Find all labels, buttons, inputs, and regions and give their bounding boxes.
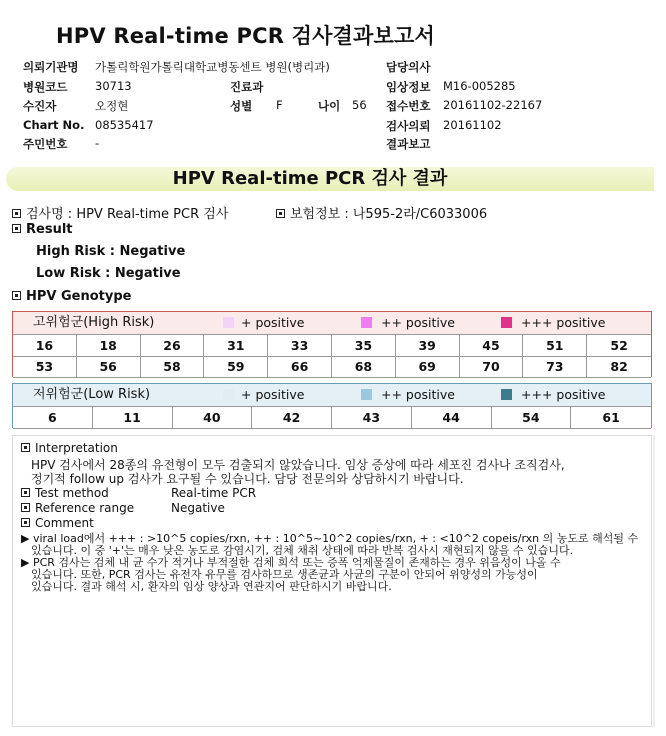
low-risk-table (12, 383, 652, 428)
test-date-label: 검사의뢰 (386, 119, 431, 133)
bullet-square-icon (12, 224, 21, 233)
genotype-cell: 26 (141, 335, 205, 357)
genotype-cell: 31 (204, 335, 268, 357)
genotype-cell: 59 (204, 356, 268, 378)
resident-label: 주민번호 (23, 137, 68, 151)
comment-row (21, 516, 94, 530)
high-risk-table (12, 311, 652, 377)
bullet-square-icon (21, 503, 30, 512)
hospital-code-label: 병원코드 (23, 80, 68, 94)
genotype-cell: 82 (587, 356, 651, 378)
genotype-cell: 40 (173, 407, 253, 429)
genotype-cell: 70 (460, 356, 524, 378)
interpretation-panel (12, 435, 652, 727)
report-title: HPV Real-time PCR 검사결과보고서 (56, 24, 435, 48)
high-risk-table-header (13, 312, 651, 334)
bullet-square-icon (12, 291, 21, 300)
comment-text: ▶ PCR 검사는 검체 내 균 수가 적거나 부적절한 검체 희석 또는 증폭 억제물질이 존재하는 경우 위음성이 나올 수 (21, 556, 561, 569)
bullet-square-icon (21, 518, 30, 527)
comment-text: 있습니다. 또한, PCR 검사는 유전자 유무를 검사하므로 생존균과 사균의 구분이 안되어 위양성의 가능성이 (31, 568, 538, 581)
receipt-value: 20161102-22167 (443, 98, 543, 112)
reference-label: Reference range (35, 501, 135, 515)
legend-swatch-plusplus (361, 389, 372, 400)
collector-value: 오정현 (95, 99, 129, 113)
legend-label: + positive (241, 315, 305, 330)
method-row (21, 486, 257, 500)
legend-label: +++ positive (521, 315, 606, 330)
genotype-cell: 45 (460, 335, 524, 357)
report-row (386, 136, 430, 152)
legend-swatch-plus (223, 317, 234, 328)
interpretation-heading-row (21, 441, 118, 455)
low-risk-table-header (13, 384, 651, 406)
insurance-row (276, 203, 487, 222)
low-risk-grid (13, 406, 651, 429)
genotype-cell: 33 (268, 335, 332, 357)
chart-value: 08535417 (95, 118, 154, 132)
receipt-label: 접수번호 (386, 99, 431, 113)
collector-label: 수진자 (23, 99, 57, 113)
comment-text: 있습니다. 이 중 '+'는 매우 낮은 농도로 감염시기, 검체 채취 상태에 따라 반복 검사시 재현되지 않을 수 있습니다. (31, 544, 574, 557)
genotype-cell: 39 (396, 335, 460, 357)
report-label: 결과보고 (386, 137, 431, 151)
institution-label: 의뢰기관명 (23, 60, 79, 74)
method-value: Real-time PCR (171, 486, 257, 500)
test-date-row (386, 118, 502, 134)
genotype-cell: 11 (93, 407, 173, 429)
genotype-heading-row (12, 289, 131, 304)
receipt-row (386, 98, 543, 114)
genotype-cell: 44 (412, 407, 492, 429)
bullet-square-icon (276, 209, 285, 218)
method-label: Test method (35, 486, 109, 500)
chart-row (23, 118, 154, 132)
clinical-row (386, 79, 516, 95)
genotype-cell: 53 (13, 356, 77, 378)
collector-row (23, 98, 129, 114)
high-risk-grid (13, 334, 651, 378)
age-value: 56 (352, 98, 367, 112)
doctor-label: 담당의사 (386, 60, 431, 74)
result-heading: Result (26, 222, 73, 237)
comment-text: 있습니다. 결과 해석 시, 환자의 임상 양상과 연관지어 판단하시기 바랍니다. (31, 580, 392, 593)
legend-label: ++ positive (381, 315, 455, 330)
genotype-cell: 6 (13, 407, 93, 429)
genotype-cell: 16 (13, 335, 77, 357)
low-risk-result: Low Risk : Negative (36, 266, 181, 281)
reference-value: Negative (171, 501, 225, 515)
legend-label: +++ positive (521, 387, 606, 402)
genotype-cell: 58 (141, 356, 205, 378)
genotype-cell: 54 (492, 407, 572, 429)
low-risk-title: 저위험군(Low Risk) (33, 387, 151, 402)
genotype-cell: 42 (252, 407, 332, 429)
sex-label: 성별 (230, 99, 253, 113)
genotype-cell: 56 (77, 356, 141, 378)
genotype-cell: 51 (523, 335, 587, 357)
doctor-row (386, 59, 430, 75)
result-heading-row (12, 222, 73, 237)
legend-label: ++ positive (381, 387, 455, 402)
legend-swatch-plusplusplus (501, 317, 512, 328)
hospital-code-row (23, 79, 132, 95)
sex-value: F (276, 98, 283, 112)
panel-edge (653, 435, 655, 727)
legend-swatch-plusplus (361, 317, 372, 328)
department-label: 진료과 (230, 80, 264, 94)
chart-label: Chart No. (23, 118, 85, 132)
legend-swatch-plusplusplus (501, 389, 512, 400)
exam-name: 검사명 : HPV Real-time PCR 검사 (26, 207, 229, 222)
resident-value: - (95, 136, 100, 150)
clinical-value: M16-005285 (443, 79, 516, 93)
hospital-code-value: 30713 (95, 79, 132, 93)
sex-row (230, 98, 367, 114)
interpretation-line: 정기적 follow up 검사가 요구될 수 있습니다. 담당 전문의와 상담하시기 바랍니다. (31, 472, 464, 486)
genotype-cell: 68 (332, 356, 396, 378)
insurance-info: 보험정보 : 나595-2라/C6033006 (290, 207, 488, 222)
genotype-cell: 35 (332, 335, 396, 357)
reference-row (21, 501, 225, 515)
interpretation-heading: Interpretation (35, 441, 118, 455)
high-risk-title: 고위험군(High Risk) (33, 315, 155, 330)
institution-value: 가톨릭학원가톨릭대학교병동센트 병원(병리과) (95, 60, 330, 74)
genotype-cell: 73 (523, 356, 587, 378)
interpretation-line: HPV 검사에서 28종의 유전형이 모두 검출되지 않았습니다. 임상 증상에 따라 세포진 검사나 조직검사, (31, 458, 565, 472)
resident-row (23, 136, 100, 152)
genotype-cell: 18 (77, 335, 141, 357)
age-label: 나이 (318, 99, 341, 113)
bullet-square-icon (12, 209, 21, 218)
band-title: HPV Real-time PCR 검사 결과 (172, 168, 448, 189)
comment-text: ▶ viral load에서 +++ : >10^5 copies/rxn, ++ : 10^5~10^2 copies/rxn, + : <10^2 copeis/rxn 의 농도로 해석될 수 (21, 532, 639, 545)
genotype-heading: HPV Genotype (26, 289, 132, 304)
bullet-square-icon (21, 488, 30, 497)
genotype-cell: 52 (587, 335, 651, 357)
clinical-label: 임상정보 (386, 80, 431, 94)
exam-name-row (12, 203, 228, 222)
bullet-square-icon (21, 443, 30, 452)
genotype-cell: 61 (571, 407, 651, 429)
test-date-value: 20161102 (443, 118, 502, 132)
legend-swatch-plus (223, 389, 234, 400)
high-risk-result: High Risk : Negative (36, 244, 186, 259)
institution-row (23, 59, 330, 75)
genotype-cell: 69 (396, 356, 460, 378)
comment-label: Comment (35, 516, 94, 530)
genotype-cell: 66 (268, 356, 332, 378)
legend-label: + positive (241, 387, 305, 402)
genotype-cell: 43 (332, 407, 412, 429)
